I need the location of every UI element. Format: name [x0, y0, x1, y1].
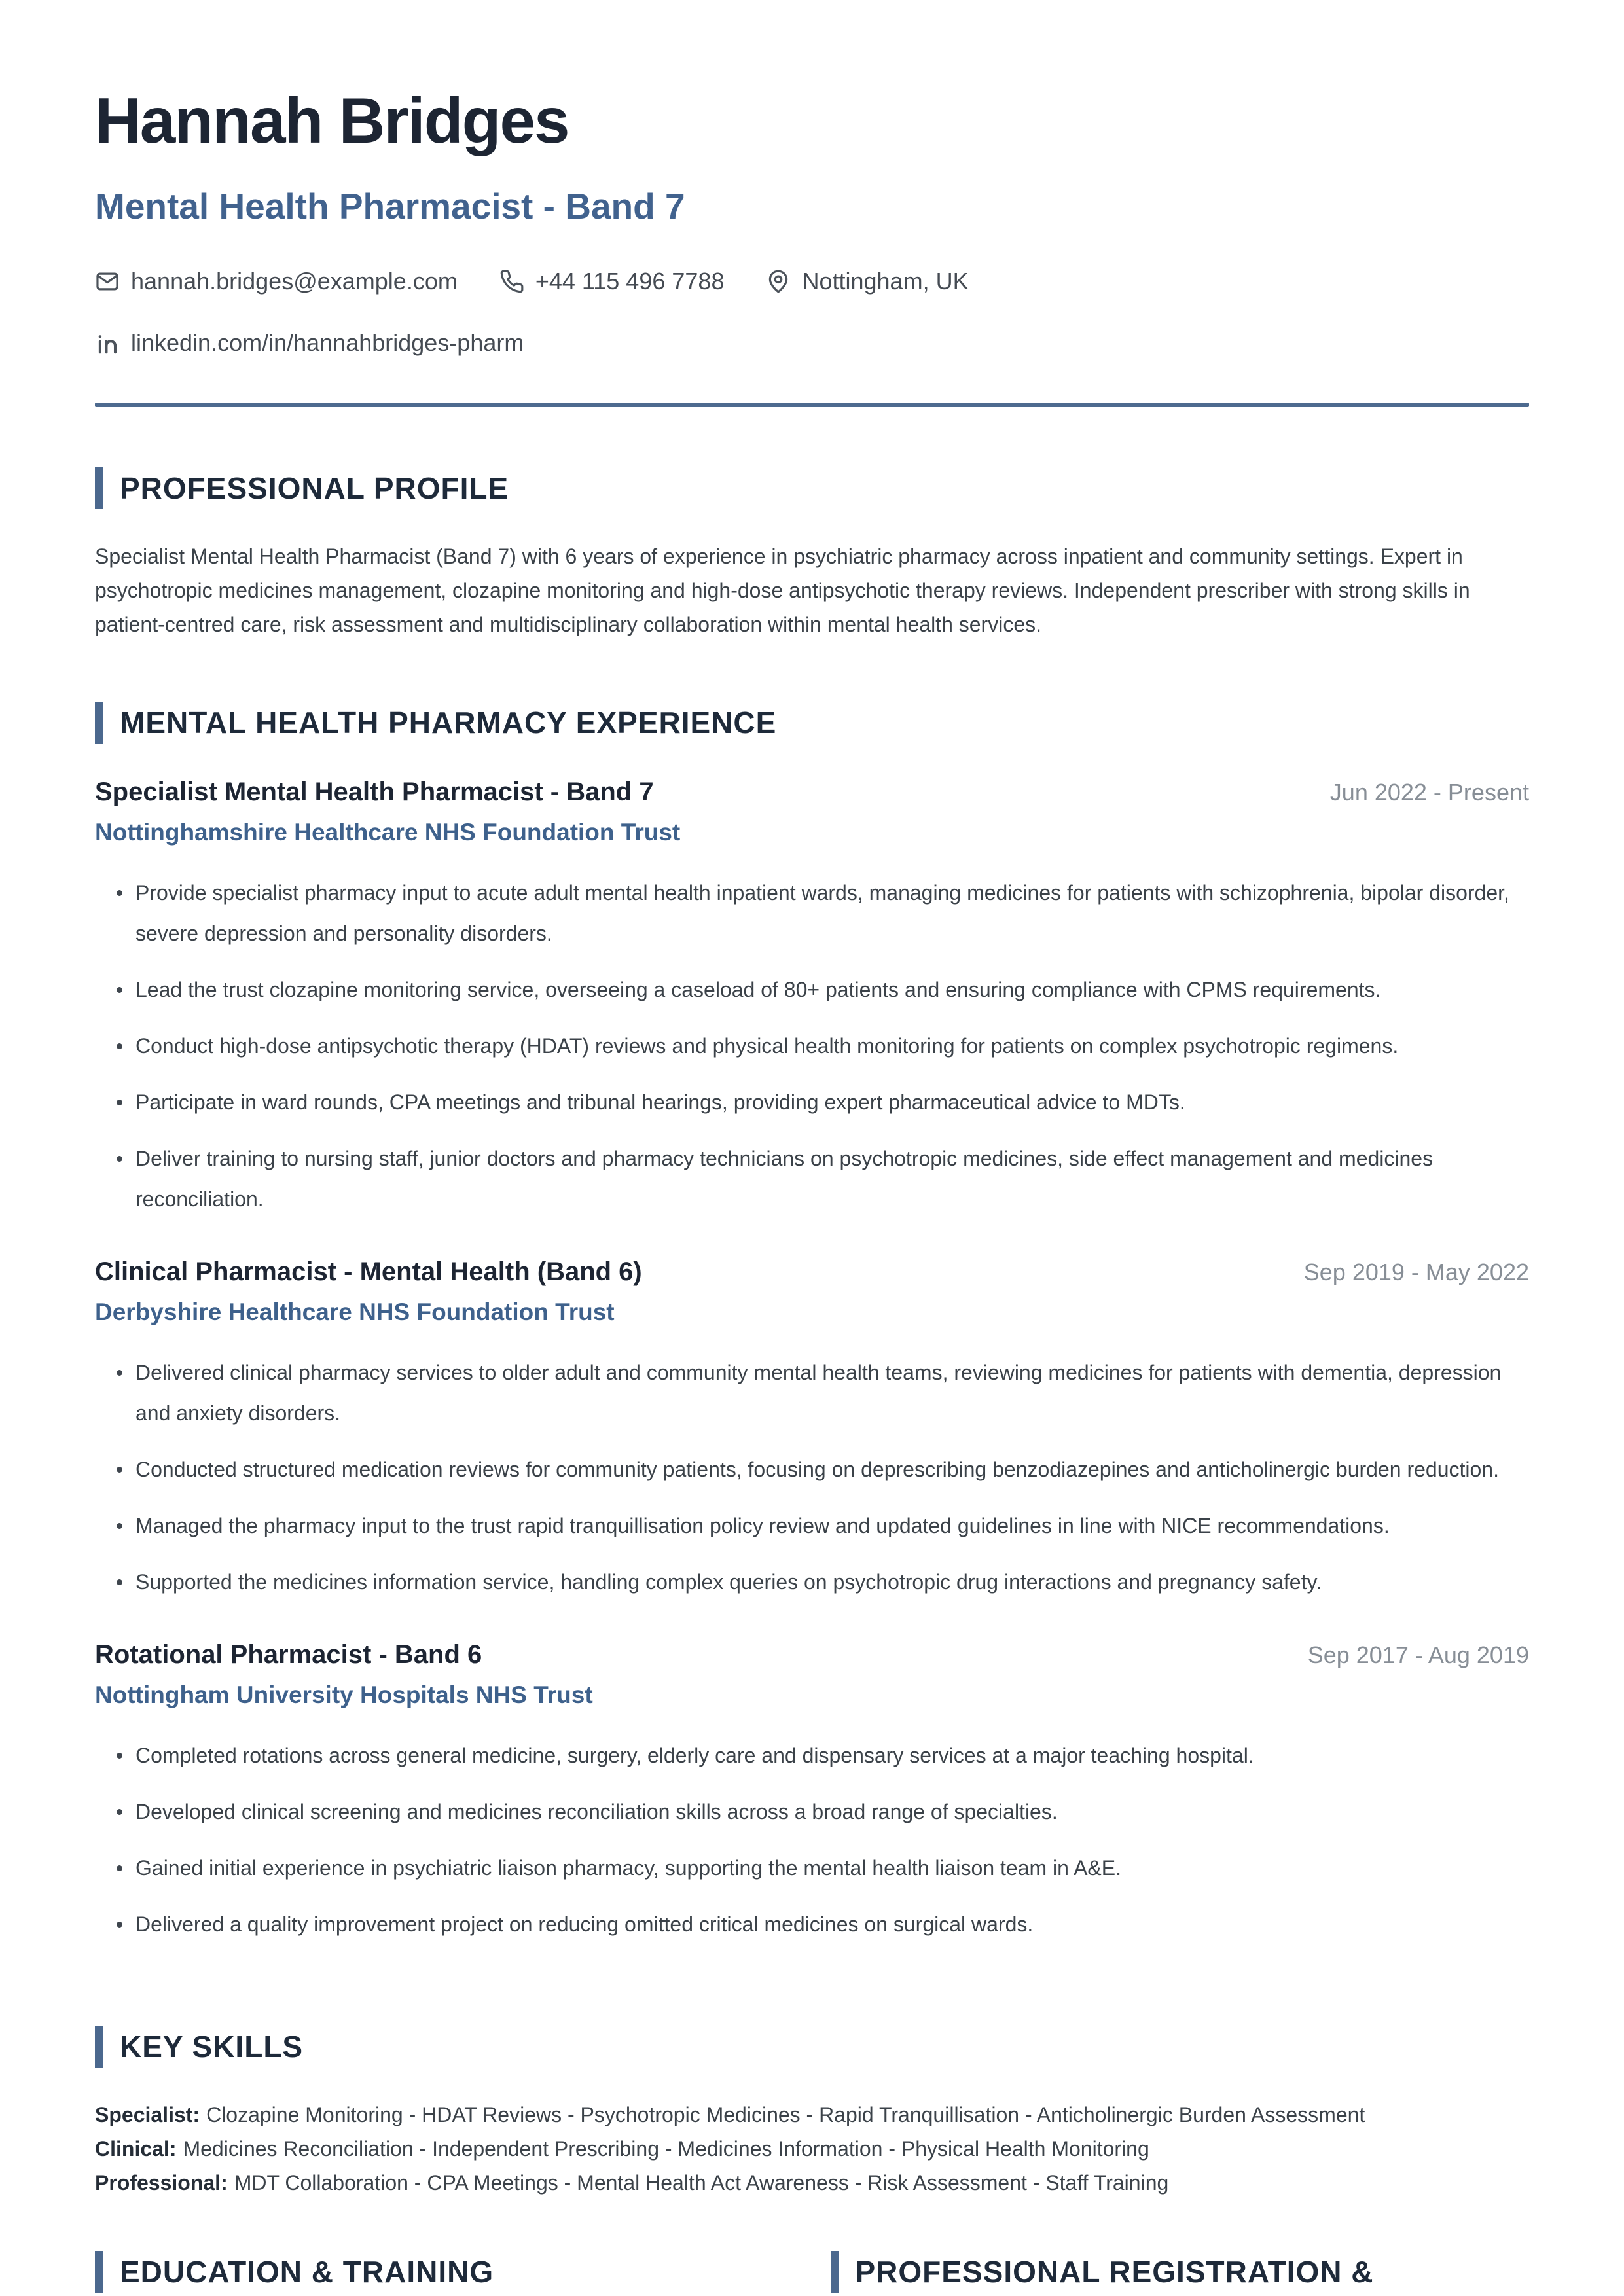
header-divider: [95, 403, 1529, 407]
contact-row: [95, 268, 1529, 295]
skill-category-label: Specialist:: [95, 2102, 200, 2126]
bullet-item: Managed the pharmacy input to the trust rapid tranquillisation policy review and updated guidelines in line with NICE recommendations.: [95, 1505, 1529, 1546]
skill-row: [95, 2166, 1529, 2200]
job-bullet-list: [95, 1352, 1529, 1602]
person-title: Mental Health Pharmacist - Band 7: [95, 185, 685, 226]
profile-summary: Specialist Mental Health Pharmacist (Band 7) with 6 years of experience in psychiatric pharmacy across inpatient and community settings. Expert in psychotropic medicines management, clozapine monitoring and high-dose antipsychotic therapy reviews. Independent prescriber with strong skills in patient-centred care, risk assessment and multidisciplinary collaboration within mental health services.: [95, 544, 1470, 636]
skills-block: [95, 2098, 1529, 2200]
heading-accent-bar: [95, 2026, 103, 2068]
bullet-item: Deliver training to nursing staff, junior doctors and pharmacy technicians on psychotropic medicines, side effect management and medicines reconciliation.: [95, 1138, 1529, 1219]
email-icon: [95, 269, 120, 294]
heading-accent-bar: [831, 2251, 839, 2293]
bullet-item: Developed clinical screening and medicines reconciliation skills across a broad range of specialties.: [95, 1791, 1529, 1832]
job-company: Nottinghamshire Healthcare NHS Foundation Trust: [95, 818, 681, 846]
experience-heading-text: MENTAL HEALTH PHARMACY EXPERIENCE: [120, 705, 777, 740]
section-experience: [95, 702, 1529, 1945]
profile-section-heading: [95, 467, 1529, 509]
education-heading-text: EDUCATION & TRAINING: [120, 2254, 494, 2289]
linkedin-row: [95, 329, 1529, 357]
bullet-item: Provide specialist pharmacy input to acute adult mental health inpatient wards, managing medicines for patients with schizophrenia, bipolar disorder, severe depression and personality disorders.: [95, 872, 1529, 954]
skills-section-heading: [95, 2026, 1529, 2068]
linkedin-value[interactable]: linkedin.com/in/hannahbridges-pharm: [131, 329, 524, 356]
bullet-item: Supported the medicines information service, handling complex queries on psychotropic drug interactions and pregnancy safety.: [95, 1562, 1529, 1602]
bullet-item: Completed rotations across general medicine, surgery, elderly care and dispensary services at a major teaching hospital.: [95, 1735, 1529, 1776]
location-value: Nottingham, UK: [802, 267, 969, 295]
bullet-item: Participate in ward rounds, CPA meetings and tribunal hearings, providing expert pharmaceutical advice to MDTs.: [95, 1082, 1529, 1122]
bullet-item: Gained initial experience in psychiatric liaison pharmacy, supporting the mental health liaison team in A&E.: [95, 1848, 1529, 1888]
job-entry: [95, 1257, 1529, 1602]
job-company: Derbyshire Healthcare NHS Foundation Trust: [95, 1298, 615, 1325]
skill-row: [95, 2098, 1529, 2132]
bullet-item: Conduct high-dose antipsychotic therapy (HDAT) reviews and physical health monitoring for patients on complex psychotropic regimens.: [95, 1026, 1529, 1066]
skill-row: [95, 2132, 1529, 2166]
email-value[interactable]: hannah.bridges@example.com: [131, 267, 458, 295]
job-header: [95, 1640, 1529, 1670]
heading-accent-bar: [95, 702, 103, 744]
registration-section-heading: [831, 2251, 1530, 2293]
job-title: Rotational Pharmacist - Band 6: [95, 1640, 482, 1669]
bullet-item: Delivered clinical pharmacy services to older adult and community mental health teams, reviewing medicines for patients with dementia, depression and anxiety disorders.: [95, 1352, 1529, 1433]
skill-category-label: Professional:: [95, 2170, 228, 2195]
job-entry: [95, 1640, 1529, 1945]
skill-category-label: Clinical:: [95, 2136, 177, 2161]
job-bullet-list: [95, 872, 1529, 1219]
skill-list: Clozapine Monitoring - HDAT Reviews - Psychotropic Medicines - Rapid Tranquillisation - Anticholinergic Burden Assessment: [206, 2102, 1365, 2126]
job-entry: [95, 778, 1529, 1219]
job-company: Nottingham University Hospitals NHS Trust: [95, 1681, 593, 1708]
person-name: Hannah Bridges: [95, 84, 569, 156]
contact-linkedin: [95, 329, 524, 357]
job-title: Specialist Mental Health Pharmacist - Band 7: [95, 777, 654, 806]
bullet-item: Lead the trust clozapine monitoring service, overseeing a caseload of 80+ patients and ensuring compliance with CPMS requirements.: [95, 969, 1529, 1010]
contact-location: [766, 268, 968, 295]
heading-accent-bar: [95, 467, 103, 509]
heading-accent-bar: [95, 2251, 103, 2293]
registration-heading-text: PROFESSIONAL REGISTRATION &: [855, 2254, 1374, 2289]
bottom-sections: [95, 2251, 1529, 2293]
section-key-skills: [95, 2026, 1529, 2200]
job-bullet-list: [95, 1735, 1529, 1945]
contact-email: [95, 268, 458, 295]
location-icon: [766, 269, 791, 294]
skills-heading-text: KEY SKILLS: [120, 2029, 304, 2064]
job-dates: Sep 2017 - Aug 2019: [1307, 1641, 1529, 1668]
job-dates: Jun 2022 - Present: [1329, 778, 1529, 806]
contact-phone: [499, 268, 725, 295]
skill-list: Medicines Reconciliation - Independent Prescribing - Medicines Information - Physical Health Monitoring: [183, 2136, 1149, 2161]
linkedin-icon: [95, 331, 120, 355]
profile-heading-text: PROFESSIONAL PROFILE: [120, 471, 509, 505]
experience-section-heading: [95, 702, 1529, 744]
skill-list: MDT Collaboration - CPA Meetings - Mental Health Act Awareness - Risk Assessment - Staff Training: [234, 2170, 1169, 2195]
phone-value[interactable]: +44 115 496 7788: [535, 267, 725, 295]
job-dates: Sep 2019 - May 2022: [1303, 1258, 1529, 1285]
section-professional-profile: [95, 467, 1529, 641]
education-section-heading: [95, 2251, 794, 2293]
job-header: [95, 1257, 1529, 1287]
bullet-item: Delivered a quality improvement project on reducing omitted critical medicines on surgical wards.: [95, 1904, 1529, 1945]
job-header: [95, 778, 1529, 807]
bullet-item: Conducted structured medication reviews for community patients, focusing on deprescribing benzodiazepines and anticholinergic burden reduction.: [95, 1449, 1529, 1490]
resume-header: [95, 84, 1529, 407]
job-title: Clinical Pharmacist - Mental Health (Band 6): [95, 1257, 642, 1286]
phone-icon: [499, 269, 524, 294]
